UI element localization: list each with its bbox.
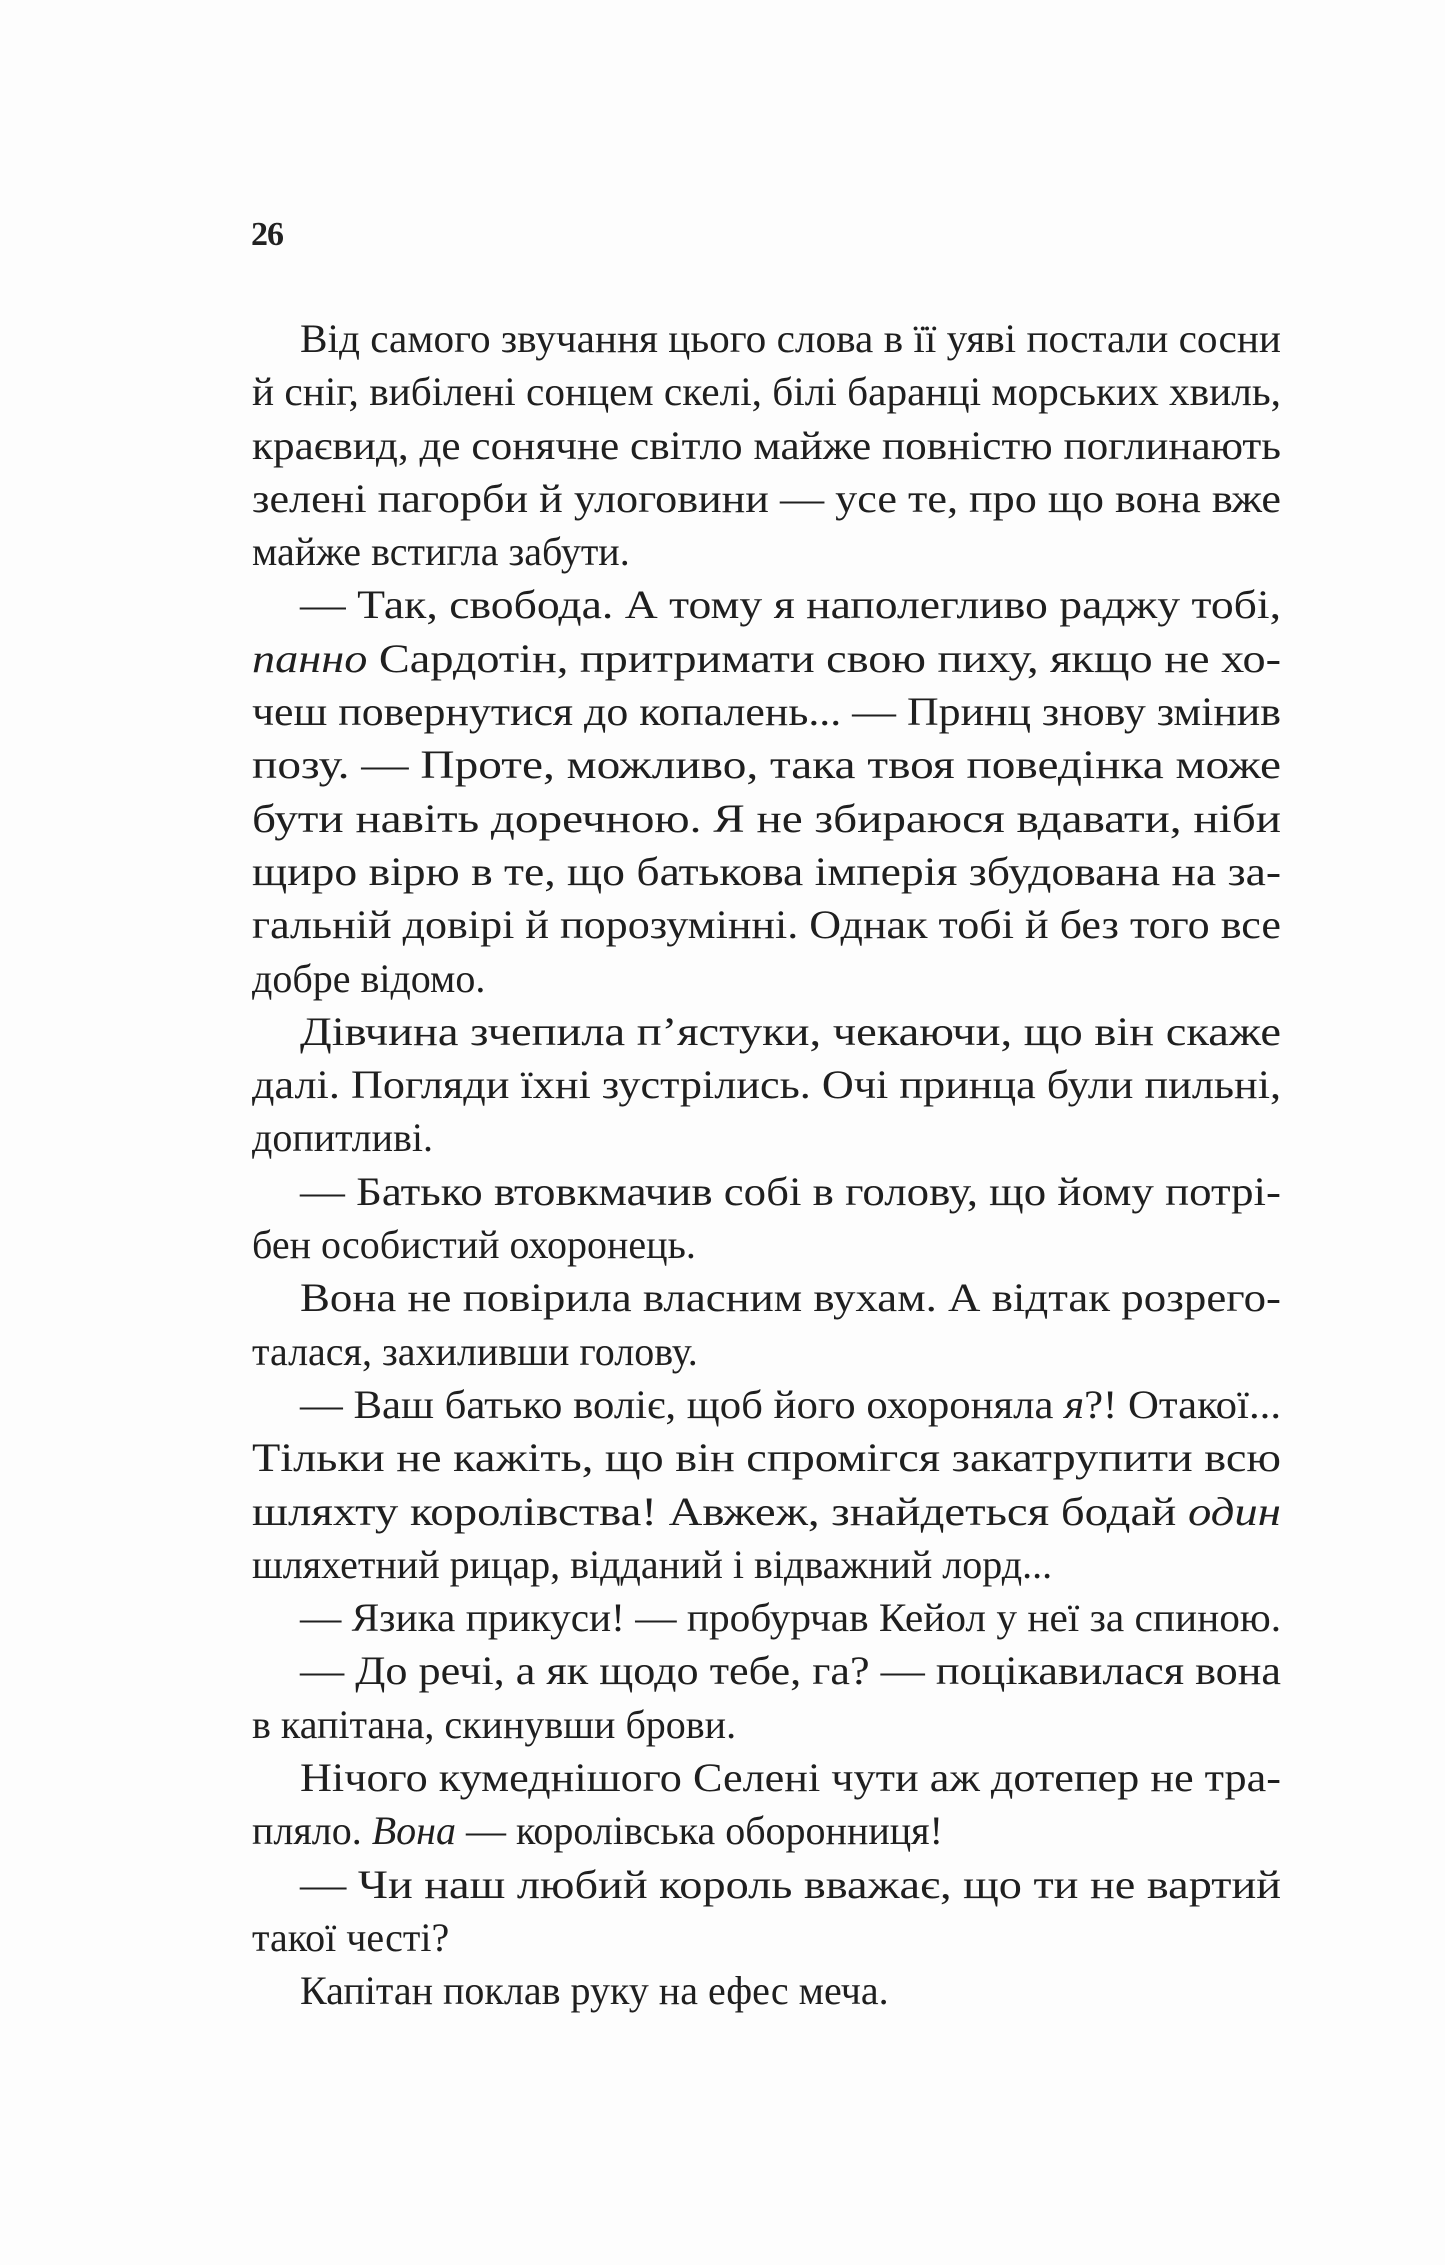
text-line-content <box>300 578 1281 631</box>
text-segment: такої честі? <box>252 1914 450 1960</box>
text-line-content <box>300 1964 889 2017</box>
text-line-content <box>252 1058 1281 1111</box>
text-segment: шляхту королівства! Авжеж, знайдеться бодай <box>252 1488 1188 1534</box>
text-line <box>252 1698 1281 1751</box>
text-segment: й сніг, вибілені сонцем скелі, білі баранці морських хвиль, <box>252 369 1281 415</box>
text-segment: гальній довірі й порозумінні. Однак тобі й без того все <box>252 902 1281 948</box>
text-line <box>252 525 1281 578</box>
text-line <box>252 685 1281 738</box>
text-line <box>252 1911 1281 1964</box>
text-segment: Дівчина зчепила п’ястуки, чекаючи, що він скаже <box>300 1008 1282 1054</box>
text-line-content <box>252 792 1281 845</box>
text-line-content <box>252 419 1281 472</box>
text-segment: талася, захиливши голову. <box>252 1328 698 1374</box>
text-segment: позу. — Проте, можливо, така твоя поведінка може <box>252 742 1282 788</box>
text-segment: — Язика прикуси! — пробурчав Кейол у неї за спиною. <box>300 1595 1282 1641</box>
text-segment: ?! Отакої... <box>1084 1381 1282 1427</box>
text-segment: бен особистий охоронець. <box>252 1222 696 1268</box>
text-line <box>252 1325 1281 1378</box>
text-line-content <box>252 632 1281 685</box>
italic-text-segment: Вона <box>371 1808 457 1854</box>
text-line-content <box>252 1698 736 1751</box>
text-segment: в капітана, скинувши брови. <box>252 1701 737 1747</box>
italic-text-segment: панно <box>252 635 368 681</box>
text-line-content <box>252 1431 1281 1484</box>
text-segment: Сардотін, притримати свою пиху, якщо не хо- <box>367 635 1282 681</box>
text-line <box>252 632 1281 685</box>
text-line-content <box>300 312 1281 365</box>
text-line <box>252 419 1281 472</box>
text-segment: Вона не повірила власним вухам. А відтак розрего- <box>300 1275 1281 1321</box>
text-segment: чеш повернутися до копалень... — Принц знову змінив <box>252 689 1281 735</box>
text-line-content <box>252 1485 1281 1538</box>
italic-text-segment: я <box>1064 1381 1085 1427</box>
text-segment: щиро вірю в те, що батькова імперія збудована на за- <box>252 848 1282 894</box>
text-line-content <box>252 738 1281 791</box>
text-line <box>252 1111 1281 1164</box>
text-line-content <box>300 1165 1281 1218</box>
text-line-content <box>252 1218 696 1271</box>
text-line-content <box>300 1005 1281 1058</box>
text-line <box>252 1858 1281 1911</box>
text-line <box>252 1751 1281 1804</box>
page-number: 26 <box>251 216 283 253</box>
text-line-content <box>252 1111 433 1164</box>
text-line <box>252 1964 1281 2017</box>
text-line-content <box>252 525 630 578</box>
text-segment: — Чи наш любий король вважає, що ти не вартий <box>300 1861 1281 1907</box>
italic-text-segment: один <box>1187 1488 1281 1534</box>
text-segment: Нічого кумеднішого Селені чути аж дотепер не тра- <box>300 1755 1282 1801</box>
text-line <box>252 1005 1281 1058</box>
text-segment: допитливі. <box>252 1115 434 1161</box>
text-line-content <box>300 1858 1281 1911</box>
text-segment: — Батько втовкмачив собі в голову, що йому потрі- <box>300 1168 1281 1214</box>
text-line <box>252 738 1281 791</box>
text-segment: Від самого звучання цього слова в її уяві постали сосни <box>300 316 1281 361</box>
text-line-content <box>300 1271 1281 1324</box>
text-segment: зелені пагорби й улоговини — усе те, про що вона вже <box>252 475 1281 521</box>
text-segment: — До речі, а як щодо тебе, га? — поцікавилася вона <box>300 1648 1282 1694</box>
text-line <box>252 312 1281 365</box>
text-line-content <box>300 1378 1281 1431</box>
text-line <box>252 1058 1281 1111</box>
text-line-content <box>252 472 1281 525</box>
text-line <box>252 1378 1281 1431</box>
text-line-content <box>252 1325 698 1378</box>
page-text <box>252 312 1281 2018</box>
text-line-content <box>300 1751 1281 1804</box>
text-line-content <box>252 685 1281 738</box>
text-line-content <box>252 898 1281 951</box>
text-line <box>252 898 1281 951</box>
text-segment: Тільки не кажіть, що він спромігся закатрупити всю <box>252 1435 1282 1481</box>
text-segment: добре відомо. <box>252 955 486 1001</box>
text-line-content <box>252 845 1281 898</box>
text-segment: майже встигла забути. <box>252 529 630 575</box>
text-line-content <box>252 1911 449 1964</box>
text-segment: краєвид, де сонячне світло майже повністю поглинають <box>252 422 1282 468</box>
text-line <box>252 578 1281 631</box>
text-segment: — Ваш батько воліє, щоб його охороняла <box>300 1381 1065 1427</box>
text-line <box>252 1165 1281 1218</box>
text-line-content <box>300 1591 1281 1644</box>
text-segment: бути навіть доречною. Я не збираюся вдавати, ніби <box>252 795 1281 841</box>
text-line <box>252 1804 1281 1857</box>
text-segment: Капітан поклав руку на ефес меча. <box>300 1968 889 2014</box>
text-line <box>252 1271 1281 1324</box>
text-line-content <box>300 1644 1281 1697</box>
text-line <box>252 1644 1281 1697</box>
text-line <box>252 1485 1281 1538</box>
text-segment: пляло. <box>252 1808 372 1854</box>
text-line <box>252 472 1281 525</box>
text-line <box>252 845 1281 898</box>
text-line <box>252 1218 1281 1271</box>
text-line-content <box>252 952 485 1005</box>
text-line <box>252 1591 1281 1644</box>
text-segment: шляхетний рицар, відданий і відважний лорд... <box>252 1541 1053 1587</box>
text-line-content <box>252 1804 943 1857</box>
text-line <box>252 792 1281 845</box>
text-line-content <box>252 1538 1052 1591</box>
text-line-content <box>252 365 1281 418</box>
text-line <box>252 365 1281 418</box>
text-segment: — королівська оборонниця! <box>456 1808 943 1854</box>
text-line <box>252 1538 1281 1591</box>
text-line <box>252 1431 1281 1484</box>
text-segment: — Так, свобода. А тому я наполегливо раджу тобі, <box>300 582 1282 628</box>
text-line <box>252 952 1281 1005</box>
text-segment: далі. Погляди їхні зустрілись. Очі принца були пильні, <box>252 1062 1282 1108</box>
